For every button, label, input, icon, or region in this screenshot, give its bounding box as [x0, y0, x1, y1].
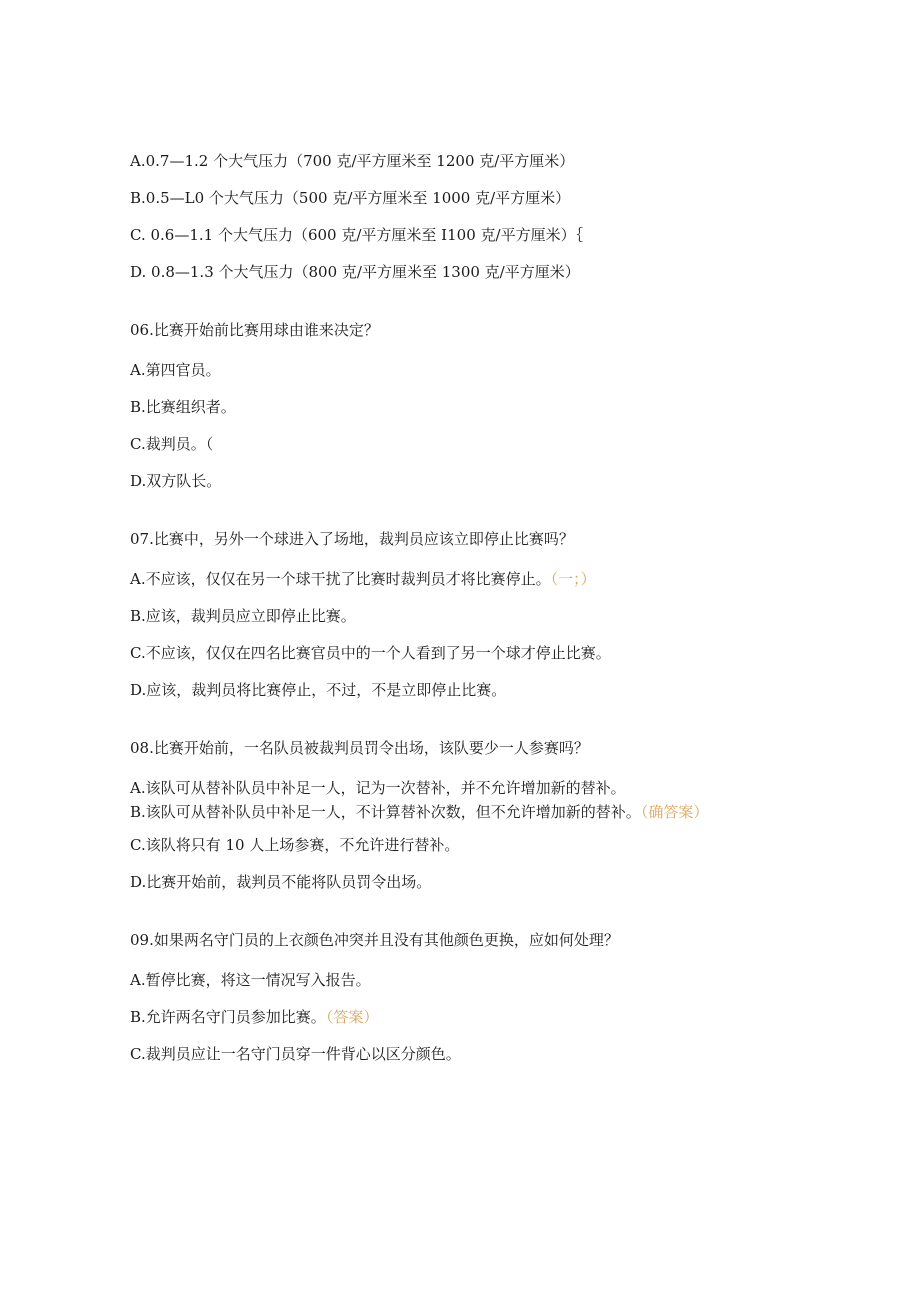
option-letter: C.	[130, 435, 146, 453]
option-text: 不应该，仅仅在另一个球干扰了比赛时裁判员才将比赛停止。	[145, 570, 551, 588]
option-text: 该队可从替补队员中补足一人，不计算替补次数，但不允许增加新的替补。	[145, 803, 641, 821]
question-07	[130, 528, 790, 701]
option-c	[130, 433, 790, 455]
option-text: 0.6—1.1 个大气压力（600 克/平方厘米至 I100 克/平方厘米）｛	[145, 226, 584, 244]
option-a	[130, 568, 790, 590]
option-text: 比赛开始前，裁判员不能将队员罚令出场。	[146, 873, 432, 891]
option-letter: A.	[130, 779, 146, 797]
question-08-title: 08.比赛开始前，一名队员被裁判员罚令出场，该队要少一人参赛吗？	[130, 739, 589, 757]
option-letter: D.	[130, 873, 147, 891]
option-text: 0.5—L0 个大气压力（500 克/平方厘米至 1000 克/平方厘米）	[145, 189, 571, 207]
option-b	[130, 605, 790, 627]
option-letter: B.	[130, 398, 146, 416]
question-06-title: 06.比赛开始前比赛用球由谁来决定？	[130, 321, 379, 339]
option-letter: A.	[130, 570, 146, 588]
answer-note: （答案）	[325, 1008, 379, 1026]
option-text: 应该，裁判员将比赛停止，不过，不是立即停止比赛。	[146, 681, 507, 699]
option-text: 不应该，仅仅在四名比赛官员中的一个人看到了另一个球才停止比赛。	[145, 644, 611, 662]
option-d	[130, 679, 790, 701]
option-text: 0.8—1.3 个大气压力（800 克/平方厘米至 1300 克/平方厘米）	[146, 263, 580, 281]
option-a	[130, 150, 790, 172]
option-b	[130, 801, 770, 823]
option-text: 该队将只有 10 人上场参赛，不允许进行替补。	[145, 836, 460, 854]
option-a	[130, 359, 790, 381]
option-letter: D.	[130, 263, 147, 281]
option-text: 0.7—1.2 个大气压力（700 克/平方厘米至 1200 克/平方厘米）	[145, 152, 575, 170]
option-letter: B.	[130, 607, 146, 625]
option-letter: A.	[130, 152, 146, 170]
option-text: 裁判员应让一名守门员穿一件背心以区分颜色。	[145, 1045, 461, 1063]
option-letter: B.	[130, 1008, 146, 1026]
option-letter: A.	[130, 361, 146, 379]
option-letter: B.	[130, 803, 146, 821]
question-08	[130, 737, 790, 893]
option-letter: C.	[130, 1045, 146, 1063]
answer-note: （确答案）	[640, 803, 709, 821]
question-07-title: 07.比赛中，另外一个球进入了场地，裁判员应该立即停止比赛吗？	[130, 530, 574, 548]
option-d	[130, 261, 790, 283]
question-05-options	[130, 150, 790, 283]
option-letter: C.	[130, 836, 146, 854]
option-c	[130, 224, 790, 246]
option-text: 第四官员。	[145, 361, 221, 379]
option-a	[130, 969, 790, 991]
option-a	[130, 777, 790, 799]
option-text: 暂停比赛，将这一情况写入报告。	[145, 971, 371, 989]
option-c	[130, 1043, 790, 1065]
option-letter: B.	[130, 189, 146, 207]
question-09-title: 09.如果两名守门员的上衣颜色冲突并且没有其他颜色更换，应如何处理？	[130, 931, 619, 949]
option-b	[130, 1006, 790, 1028]
option-c	[130, 642, 790, 664]
option-text: 允许两名守门员参加比赛。	[145, 1008, 326, 1026]
option-c	[130, 834, 790, 856]
option-text: 双方队长。	[146, 472, 222, 490]
option-letter: C.	[130, 644, 146, 662]
option-b	[130, 396, 790, 418]
option-text: 比赛组织者。	[145, 398, 236, 416]
question-09	[130, 929, 790, 1065]
answer-note: （一；）	[550, 570, 596, 588]
option-letter: C.	[130, 226, 146, 244]
option-d	[130, 871, 790, 893]
option-b	[130, 187, 790, 209]
option-text: 该队可从替补队员中补足一人，记为一次替补，并不允许增加新的替补。	[145, 779, 626, 797]
option-letter: A.	[130, 971, 146, 989]
document-page	[130, 150, 790, 1091]
question-06	[130, 319, 790, 492]
option-d	[130, 470, 790, 492]
option-text: 应该，裁判员应立即停止比赛。	[145, 607, 356, 625]
option-letter: D.	[130, 681, 147, 699]
option-letter: D.	[130, 472, 147, 490]
option-text: 裁判员。（	[145, 435, 214, 453]
